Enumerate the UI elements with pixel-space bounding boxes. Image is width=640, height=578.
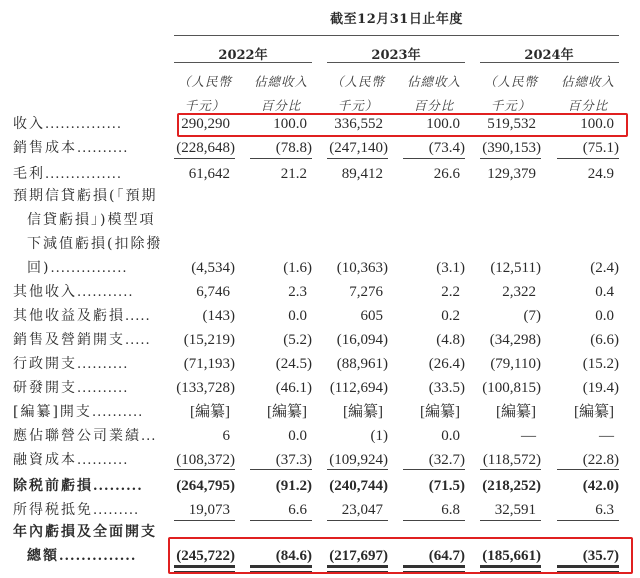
table-cell: (390,153) (482, 140, 541, 156)
subtotal-underline (557, 469, 619, 470)
table-cell: (4,534) (191, 260, 235, 276)
table-cell: (218,252) (482, 478, 541, 494)
row-label-text: 其他收益及虧損 (13, 308, 125, 324)
table-cell: 6 (222, 428, 230, 444)
table-cell: (15,219) (183, 332, 235, 348)
table-cell: [編纂] (267, 404, 307, 420)
row-label-text: 行政開支 (13, 356, 77, 372)
table-cell: 2.2 (441, 284, 460, 300)
row-label-text: [編纂]開支 (13, 404, 92, 420)
table-cell: (112,694) (329, 380, 388, 396)
row-label (13, 164, 122, 185)
leader-dots: ......... (93, 503, 140, 518)
subtotal-underline (327, 469, 388, 470)
subtotal-underline (480, 158, 541, 159)
table-cell: (78.8) (275, 140, 312, 156)
table-cell: 0.0 (441, 428, 460, 444)
table-cell: (33.5) (428, 380, 465, 396)
year-rule-2024 (480, 62, 619, 63)
row-label-text: 應佔聯營公司業績 (13, 428, 141, 444)
subtotal-underline (174, 158, 235, 159)
table-cell: (32.7) (428, 452, 465, 468)
col-amount-header-2023-l2: 千元） (337, 98, 379, 113)
table-cell: 519,532 (487, 116, 536, 132)
table-cell: [編纂] (343, 404, 383, 420)
table-cell: 0.0 (288, 428, 307, 444)
table-cell: (247,140) (329, 140, 388, 156)
year-rule-2022 (174, 62, 312, 63)
row-label (13, 138, 128, 159)
subtotal-underline (557, 158, 619, 159)
row-label-text: 除税前虧損 (13, 478, 93, 494)
row-label (13, 306, 151, 327)
total-loss-highlight-box (168, 537, 633, 574)
leader-dots: ..... (125, 333, 151, 348)
row-label (13, 378, 128, 399)
table-cell: 6,746 (196, 284, 230, 300)
table-cell: (16,094) (336, 332, 388, 348)
subtotal-underline (174, 469, 235, 470)
col-amount-header-2024-l2: 千元） (490, 98, 532, 113)
leader-dots: .......... (77, 381, 129, 396)
leader-dots: ..... (125, 309, 151, 324)
col-amount-header-2022-l2: 千元） (184, 98, 226, 113)
leader-dots: ............... (45, 167, 122, 182)
table-cell: 19,073 (188, 502, 230, 518)
table-cell: (4.8) (436, 332, 465, 348)
row-label-text: 研發開支 (13, 380, 77, 396)
table-cell: 89,412 (341, 166, 383, 182)
col-pct-header-2022-l1: 佔總收入 (253, 74, 308, 89)
leader-dots: ............... (50, 261, 128, 276)
table-cell: (6.6) (590, 332, 619, 348)
table-cell: (35.7) (582, 548, 619, 564)
table-cell: (7) (523, 308, 541, 324)
table-cell: 6.3 (595, 502, 614, 518)
row-label (13, 354, 128, 375)
table-cell: (24.5) (275, 356, 312, 372)
subtotal-underline (250, 520, 312, 521)
subtotal-underline (327, 520, 388, 521)
leader-dots: ............... (45, 117, 122, 132)
table-cell: (34,298) (489, 332, 541, 348)
table-cell: 21.2 (280, 166, 307, 182)
row-label (13, 114, 122, 135)
leader-dots: .............. (59, 549, 137, 564)
table-cell: (84.6) (275, 548, 312, 564)
table-cell: 23,047 (341, 502, 383, 518)
subtotal-underline (403, 520, 465, 521)
table-cell: (108,372) (176, 452, 235, 468)
table-cell: 0.2 (441, 308, 460, 324)
row-label (27, 234, 162, 254)
subtotal-underline (480, 520, 541, 521)
row-label (13, 522, 157, 542)
row-label (13, 330, 151, 351)
subtotal-underline (557, 520, 619, 521)
col-amount-header-2024-l1: （人民幣 (483, 74, 538, 89)
period-title: 截至12月31日止年度 (330, 12, 463, 27)
subtotal-underline (403, 158, 465, 159)
leader-dots: ......... (93, 479, 143, 494)
table-cell: (143) (202, 308, 235, 324)
row-label (27, 258, 127, 279)
row-label-text: 毛利 (13, 166, 45, 182)
table-cell: 100.0 (273, 116, 307, 132)
col-amount-header-2022-l1: （人民幣 (177, 74, 232, 89)
table-cell: (19.4) (582, 380, 619, 396)
table-cell: (88,961) (336, 356, 388, 372)
row-label-text: 其他收入 (13, 284, 77, 300)
table-cell: 6.6 (288, 502, 307, 518)
col-pct-header-2024-l2: 百分比 (567, 98, 609, 113)
table-cell: 129,379 (487, 166, 536, 182)
leader-dots: .......... (77, 141, 129, 156)
row-label-text: 所得税抵免 (13, 502, 93, 518)
table-cell: (12,511) (490, 260, 541, 276)
row-label-text: 年內虧損及全面開支 (13, 524, 157, 540)
year-2023-header: 2023年 (371, 48, 421, 63)
row-label-text: 下減值虧損(扣除撥 (27, 236, 163, 252)
subtotal-underline (480, 469, 541, 470)
table-cell: (2.4) (590, 260, 619, 276)
row-label (13, 186, 157, 206)
table-cell: (240,744) (329, 478, 388, 494)
table-cell: 26.6 (433, 166, 460, 182)
table-cell: (91.2) (275, 478, 312, 494)
table-cell: — (521, 428, 536, 444)
table-cell: 0.4 (595, 284, 614, 300)
table-cell: (79,110) (490, 356, 541, 372)
row-label-text: 信貸虧損」)模型項 (27, 212, 156, 228)
row-label-text: 融資成本 (13, 452, 77, 468)
leader-dots: ... (141, 429, 157, 444)
table-cell: (26.4) (428, 356, 465, 372)
table-cell: — (599, 428, 614, 444)
leader-dots: ........... (77, 285, 134, 300)
row-label (13, 426, 156, 447)
table-cell: (73.4) (428, 140, 465, 156)
row-label-text: 預期信貸虧損(「預期 (13, 188, 158, 204)
row-label-text: 總額 (27, 548, 59, 564)
table-cell: (22.8) (582, 452, 619, 468)
row-label-text: 收入 (13, 116, 45, 132)
table-cell: 100.0 (580, 116, 614, 132)
table-cell: 100.0 (426, 116, 460, 132)
leader-dots: .......... (77, 357, 129, 372)
table-cell: (5.2) (283, 332, 312, 348)
col-pct-header-2024-l1: 佔總收入 (560, 74, 615, 89)
table-cell: (100,815) (482, 380, 541, 396)
row-label (13, 282, 133, 303)
table-cell: (133,728) (176, 380, 235, 396)
table-cell: 32,591 (494, 502, 536, 518)
col-pct-header-2023-l2: 百分比 (413, 98, 455, 113)
row-label (27, 210, 155, 230)
table-cell: (1) (370, 428, 388, 444)
table-cell: (15.2) (582, 356, 619, 372)
table-cell: (10,363) (336, 260, 388, 276)
table-cell: [編纂] (190, 404, 230, 420)
table-cell: (217,697) (329, 548, 388, 564)
table-cell: (118,572) (482, 452, 541, 468)
table-cell: 7,276 (349, 284, 383, 300)
leader-dots: .......... (77, 453, 129, 468)
table-cell: (185,661) (482, 548, 541, 564)
revenue-highlight-box (177, 113, 628, 137)
row-label-text: 銷售成本 (13, 140, 77, 156)
table-cell: (42.0) (582, 478, 619, 494)
table-cell: (245,722) (176, 548, 235, 564)
table-cell: (71,193) (183, 356, 235, 372)
table-cell: 6.8 (441, 502, 460, 518)
header-rule (174, 35, 619, 36)
row-label-text: 銷售及營銷開支 (13, 332, 125, 348)
year-2022-header: 2022年 (218, 48, 268, 63)
table-cell: 61,642 (188, 166, 230, 182)
table-cell: (1.6) (283, 260, 312, 276)
row-label (13, 450, 128, 471)
table-cell: [編纂] (496, 404, 536, 420)
row-label (13, 476, 143, 497)
subtotal-underline (174, 520, 235, 521)
table-cell: (37.3) (275, 452, 312, 468)
table-cell: [編纂] (420, 404, 460, 420)
leader-dots: .......... (91, 405, 144, 420)
subtotal-underline (250, 469, 312, 470)
col-pct-header-2022-l2: 百分比 (260, 98, 302, 113)
subtotal-underline (327, 158, 388, 159)
table-cell: 336,552 (334, 116, 383, 132)
table-cell: (46.1) (275, 380, 312, 396)
table-cell: 2,322 (502, 284, 536, 300)
table-cell: (228,648) (176, 140, 235, 156)
table-cell: (109,924) (329, 452, 388, 468)
row-label (27, 546, 136, 567)
table-cell: (264,795) (176, 478, 235, 494)
table-cell: 2.3 (288, 284, 307, 300)
table-cell: 290,290 (181, 116, 230, 132)
col-pct-header-2023-l1: 佔總收入 (406, 74, 461, 89)
year-2024-header: 2024年 (524, 48, 574, 63)
subtotal-underline (403, 469, 465, 470)
row-label-text: 回) (27, 260, 51, 276)
table-cell: 24.9 (587, 166, 614, 182)
year-rule-2023 (327, 62, 465, 63)
table-cell: 605 (360, 308, 383, 324)
table-cell: (3.1) (436, 260, 465, 276)
table-cell: (71.5) (428, 478, 465, 494)
table-cell: 0.0 (595, 308, 614, 324)
table-cell: (75.1) (582, 140, 619, 156)
table-cell: 0.0 (288, 308, 307, 324)
table-cell: (64.7) (428, 548, 465, 564)
col-amount-header-2023-l1: （人民幣 (330, 74, 385, 89)
table-cell: [編纂] (574, 404, 614, 420)
subtotal-underline (250, 158, 312, 159)
row-label (13, 402, 143, 423)
row-label (13, 500, 139, 521)
